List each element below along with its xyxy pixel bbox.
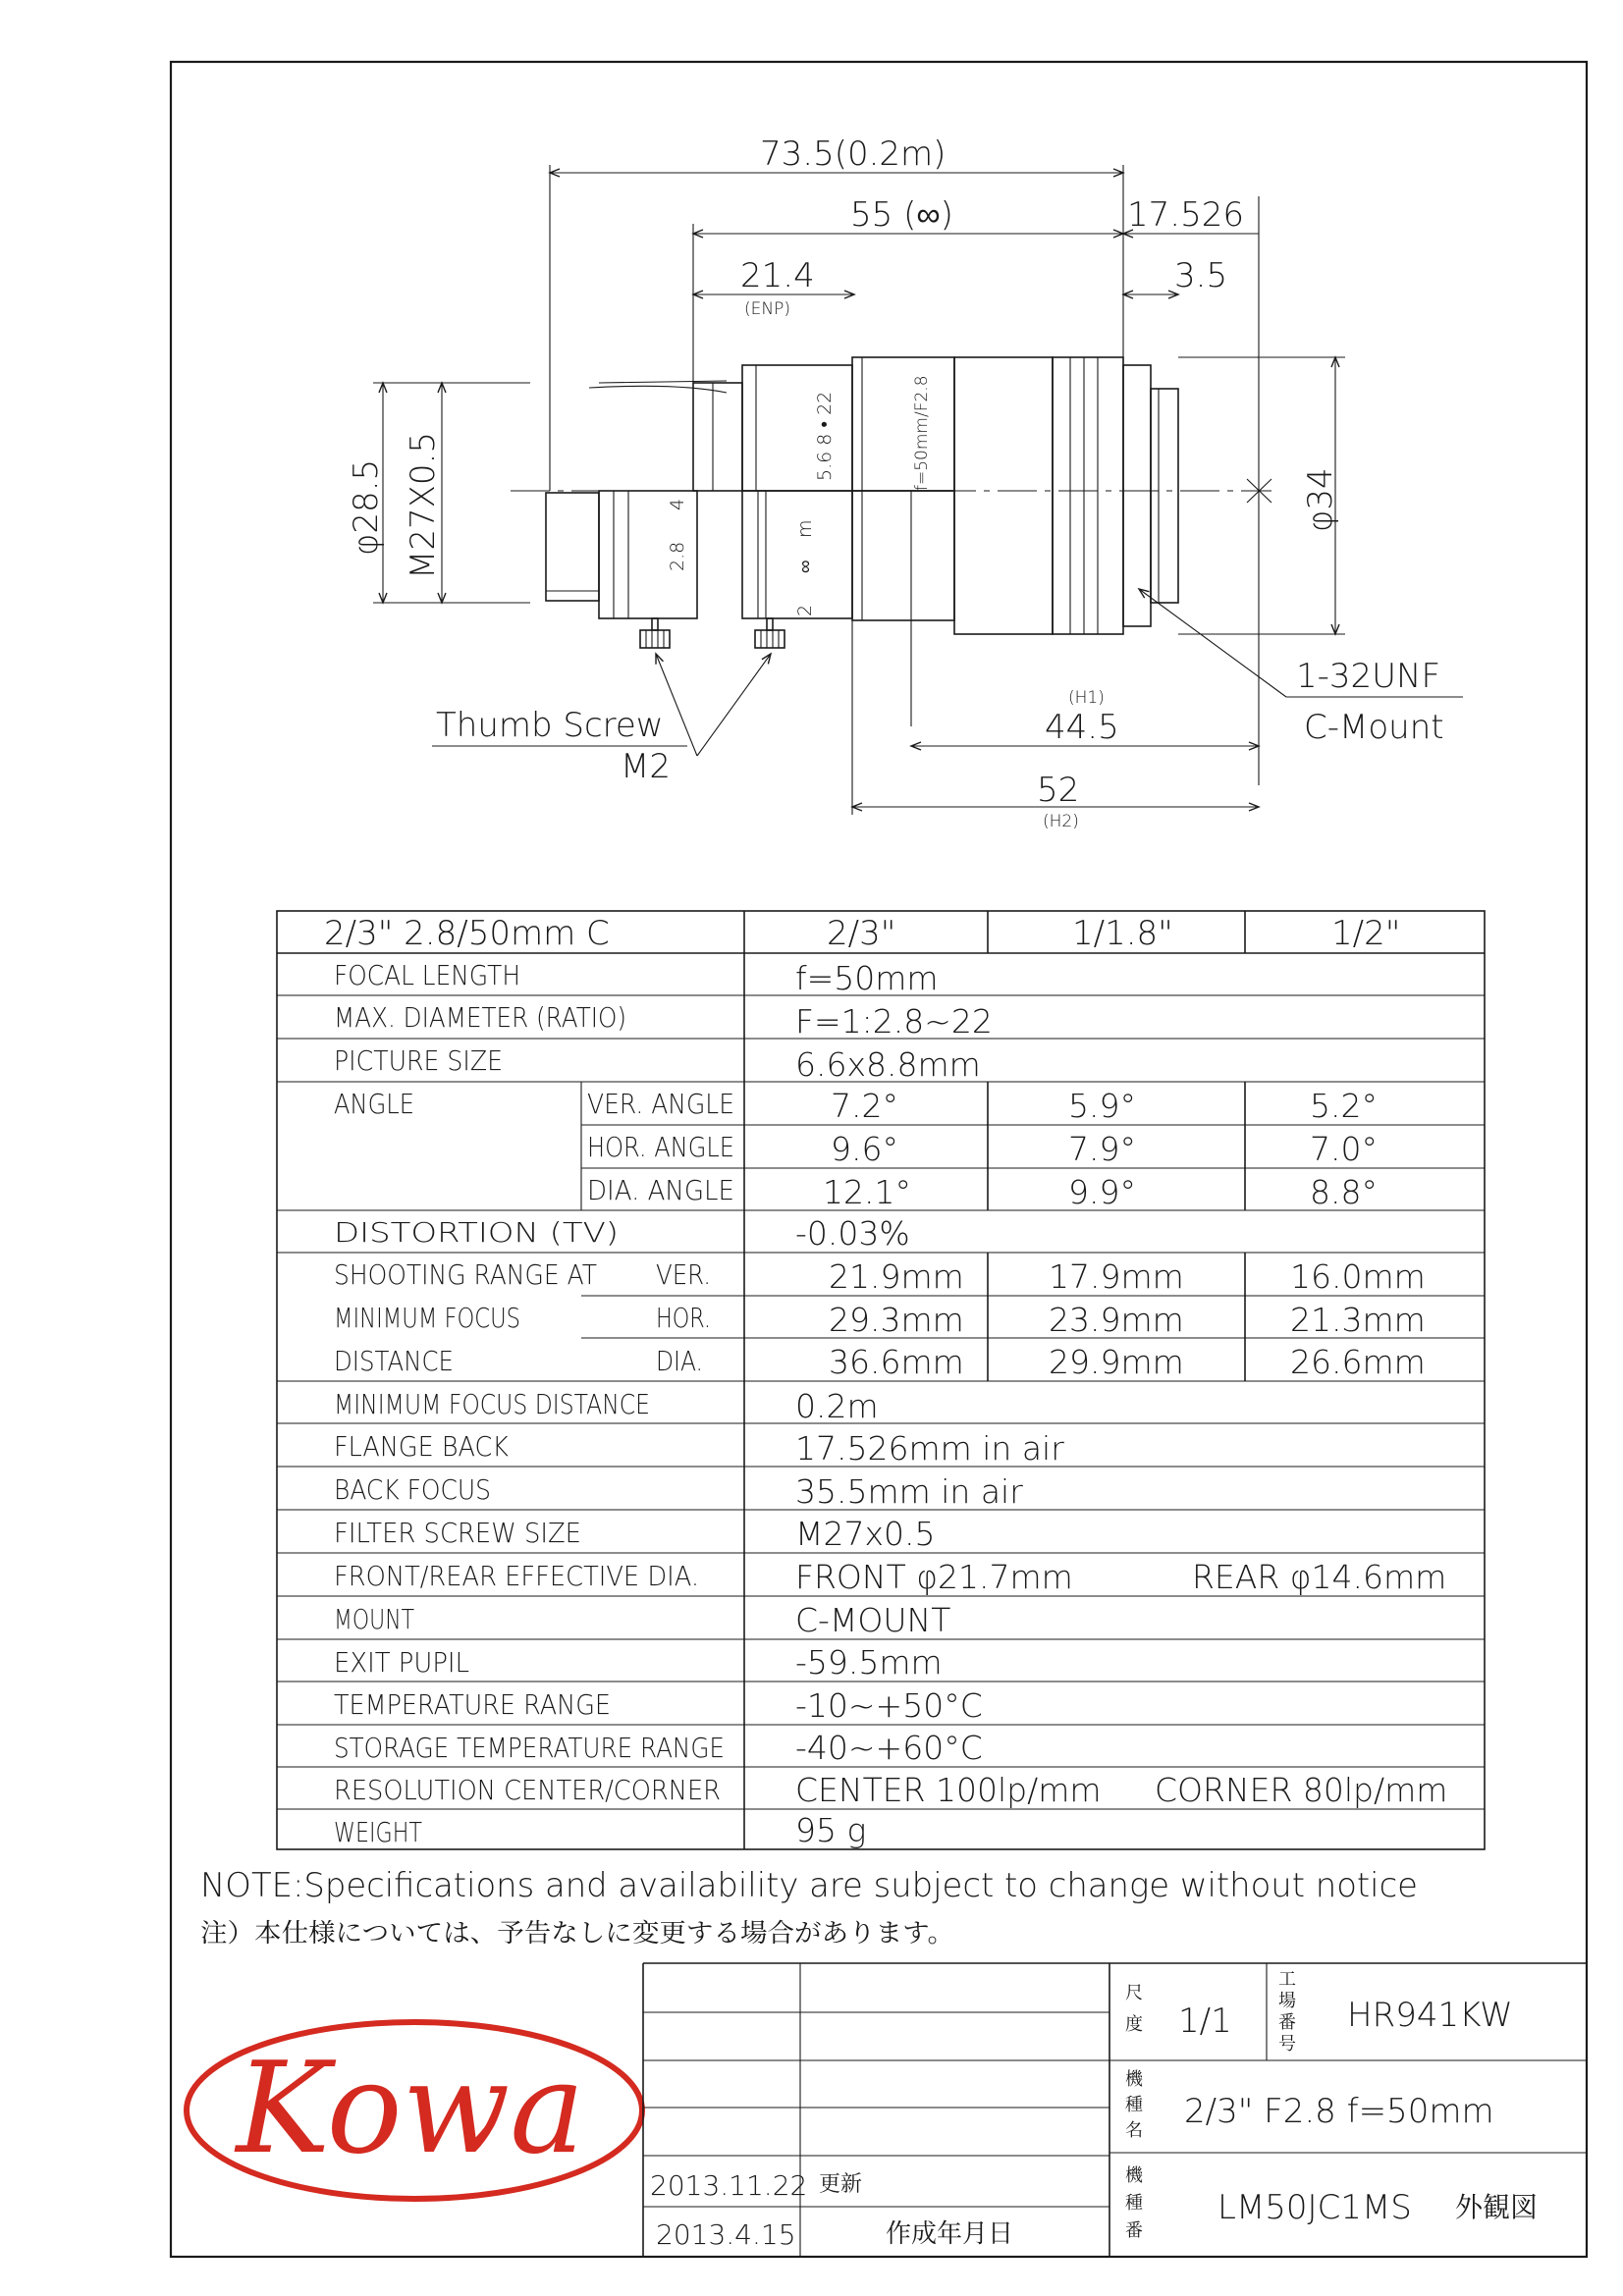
value-ver-angle-1: 7.2° [831, 1087, 898, 1125]
focus-m-text: m [794, 519, 816, 538]
value-flange-back: 17.526mm in air [795, 1429, 1064, 1468]
rev1-date: 2013.11.22 [650, 2169, 808, 2202]
spec-col-2: 1/1.8" [1072, 914, 1173, 953]
factory-label-4: 号 [1278, 2034, 1296, 2055]
thumb-screw-label: Thumb Screw [436, 706, 664, 745]
value-dia-1: 36.6mm [829, 1343, 964, 1381]
note-en: NOTE:Specifications and availability are subject to change without notice [200, 1866, 1418, 1905]
model-label-2: 種 [1125, 2095, 1143, 2115]
dia-34-text: φ34 [1301, 467, 1340, 532]
number-label-3: 番 [1125, 2220, 1143, 2241]
value-dia-angle-3: 8.8° [1310, 1173, 1378, 1211]
scale-value: 1/1 [1178, 2002, 1232, 2041]
value-hor-angle-3: 7.0° [1310, 1130, 1378, 1168]
mount-thread-text: 1-32UNF [1296, 657, 1441, 696]
rev2-date: 2013.4.15 [656, 2218, 796, 2251]
value-hor-1: 29.3mm [829, 1301, 964, 1339]
scale-label-2: 度 [1125, 2014, 1143, 2035]
label-filter: FILTER SCREW SIZE [334, 1517, 581, 1549]
spec-col-1: 2/3" [827, 914, 896, 953]
iris-28-text: 2.8 [667, 541, 688, 571]
label-shooting-3: DISTANCE [334, 1345, 454, 1377]
value-mount: C-MOUNT [795, 1601, 951, 1639]
rev2-label: 作成年月日 [886, 2219, 1014, 2249]
label-weight: WEIGHT [334, 1816, 422, 1848]
factory-label-1: 工 [1278, 1969, 1296, 1990]
dim-enp-note: (ENP) [744, 299, 790, 319]
value-dia-angle-1: 12.1° [823, 1173, 911, 1211]
factory-value: HR941KW [1347, 1996, 1513, 2035]
value-temp: -10~+50°C [795, 1686, 983, 1725]
label-mount: MOUNT [334, 1603, 414, 1635]
label-ver: VER. [656, 1258, 711, 1291]
label-dia-angle: DIA. ANGLE [587, 1174, 734, 1206]
lens-drawing [347, 134, 1463, 831]
dim-35-text: 3.5 [1174, 256, 1228, 295]
value-weight: 95 g [795, 1811, 867, 1849]
rev1-label: 更新 [819, 2172, 863, 2197]
number-value: LM50JC1MS [1217, 2188, 1412, 2227]
spec-col-3: 1/2" [1331, 914, 1401, 953]
value-ver-angle-2: 5.9° [1068, 1087, 1136, 1125]
value-dia-angle-2: 9.9° [1068, 1173, 1136, 1211]
h2-note: (H2) [1043, 812, 1079, 831]
note-ja: 注）本仕様については、予告なしに変更する場合があります。 [200, 1919, 954, 1949]
label-ver-angle: VER. ANGLE [587, 1088, 734, 1120]
dia-285-text: φ28.5 [347, 458, 386, 556]
h2-value: 52 [1037, 771, 1080, 810]
value-dia-3: 26.6mm [1290, 1343, 1426, 1381]
dim-flange-text: 17.526 [1127, 195, 1244, 235]
label-distortion: DISTORTION (TV) [334, 1216, 619, 1249]
value-res-corner: CORNER 80lp/mm [1155, 1771, 1448, 1809]
spec-title: 2/3" 2.8/50mm C [324, 914, 610, 953]
iris-4-text: 4 [667, 498, 688, 510]
focus-inf-text: ∞ [794, 560, 816, 573]
dim-enp-text: 21.4 [740, 256, 815, 295]
label-angle: ANGLE [334, 1088, 414, 1120]
value-storage: -40~+60°C [795, 1729, 983, 1767]
label-focal-length: FOCAL LENGTH [334, 959, 520, 991]
logo-text: Kowa [236, 2036, 585, 2182]
thumb-screw-size: M2 [621, 747, 671, 786]
value-min-focus: 0.2m [795, 1387, 879, 1425]
value-exit-pupil: -59.5mm [795, 1643, 943, 1682]
label-min-focus: MINIMUM FOCUS DISTANCE [334, 1388, 650, 1420]
label-resolution: RESOLUTION CENTER/CORNER [334, 1774, 721, 1806]
value-focal-length: f=50mm [795, 959, 939, 997]
lens-marking-text: f=50mm/F2.8 [912, 375, 932, 491]
label-exit-pupil: EXIT PUPIL [334, 1646, 469, 1679]
h1-note: (H1) [1068, 688, 1105, 708]
value-back-focus: 35.5mm in air [795, 1472, 1023, 1511]
label-shooting-2: MINIMUM FOCUS [334, 1302, 520, 1334]
factory-label-3: 番 [1278, 2012, 1296, 2033]
label-shooting-1: SHOOTING RANGE AT [334, 1258, 597, 1291]
value-hor-angle-1: 9.6° [831, 1130, 898, 1168]
label-hor: HOR. [656, 1302, 711, 1334]
value-front-dia: FRONT φ21.7mm [795, 1558, 1073, 1596]
number-label-1: 機 [1125, 2165, 1143, 2186]
number-label-2: 種 [1125, 2193, 1143, 2214]
thumb-screw-icon [640, 618, 784, 648]
value-picture-size: 6.6x8.8mm [795, 1045, 981, 1084]
number-suffix: 外観図 [1455, 2191, 1539, 2223]
label-back-focus: BACK FOCUS [334, 1473, 491, 1506]
label-dia: DIA. [656, 1345, 703, 1377]
value-filter: M27x0.5 [795, 1515, 936, 1553]
label-hor-angle: HOR. ANGLE [587, 1131, 734, 1163]
mount-name-text: C-Mount [1304, 708, 1444, 747]
label-max-diameter: MAX. DIAMETER (RATIO) [334, 1001, 626, 1034]
value-hor-angle-2: 7.9° [1068, 1130, 1136, 1168]
label-temp: TEMPERATURE RANGE [334, 1688, 611, 1721]
scale-label-1: 尺 [1125, 1983, 1143, 2003]
label-picture-size: PICTURE SIZE [334, 1044, 503, 1077]
filter-thread-text: M27X0.5 [404, 432, 443, 579]
value-max-diameter: F=1:2.8~22 [795, 1002, 993, 1041]
model-label-3: 名 [1125, 2120, 1143, 2141]
label-flange-back: FLANGE BACK [334, 1430, 510, 1463]
value-hor-3: 21.3mm [1290, 1301, 1426, 1339]
value-hor-2: 23.9mm [1049, 1301, 1184, 1339]
value-ver-2: 17.9mm [1049, 1257, 1184, 1296]
kowa-logo [187, 2022, 642, 2199]
value-ver-3: 16.0mm [1290, 1257, 1426, 1296]
dim-total-text: 73.5(0.2m) [760, 134, 947, 174]
title-block [643, 1963, 1587, 2257]
value-dia-2: 29.9mm [1049, 1343, 1184, 1381]
value-distortion: -0.03% [795, 1214, 910, 1253]
model-label-1: 機 [1125, 2069, 1143, 2090]
factory-label-2: 場 [1278, 1991, 1296, 2011]
value-ver-angle-3: 5.2° [1310, 1087, 1378, 1125]
dim-inf-text: 55 (∞) [850, 195, 953, 235]
label-storage: STORAGE TEMPERATURE RANGE [334, 1732, 725, 1764]
model-value: 2/3" F2.8 f=50mm [1184, 2092, 1494, 2131]
value-res-center: CENTER 100lp/mm [795, 1771, 1102, 1809]
spec-table [277, 911, 1485, 1849]
value-rear-dia: REAR φ14.6mm [1192, 1558, 1447, 1596]
focus-2-text: 2 [794, 604, 816, 616]
value-ver-1: 21.9mm [829, 1257, 964, 1296]
focus-scale-text: 5.6 8 • 22 [814, 391, 836, 481]
label-effective-dia: FRONT/REAR EFFECTIVE DIA. [334, 1560, 699, 1592]
h1-value: 44.5 [1045, 708, 1119, 747]
